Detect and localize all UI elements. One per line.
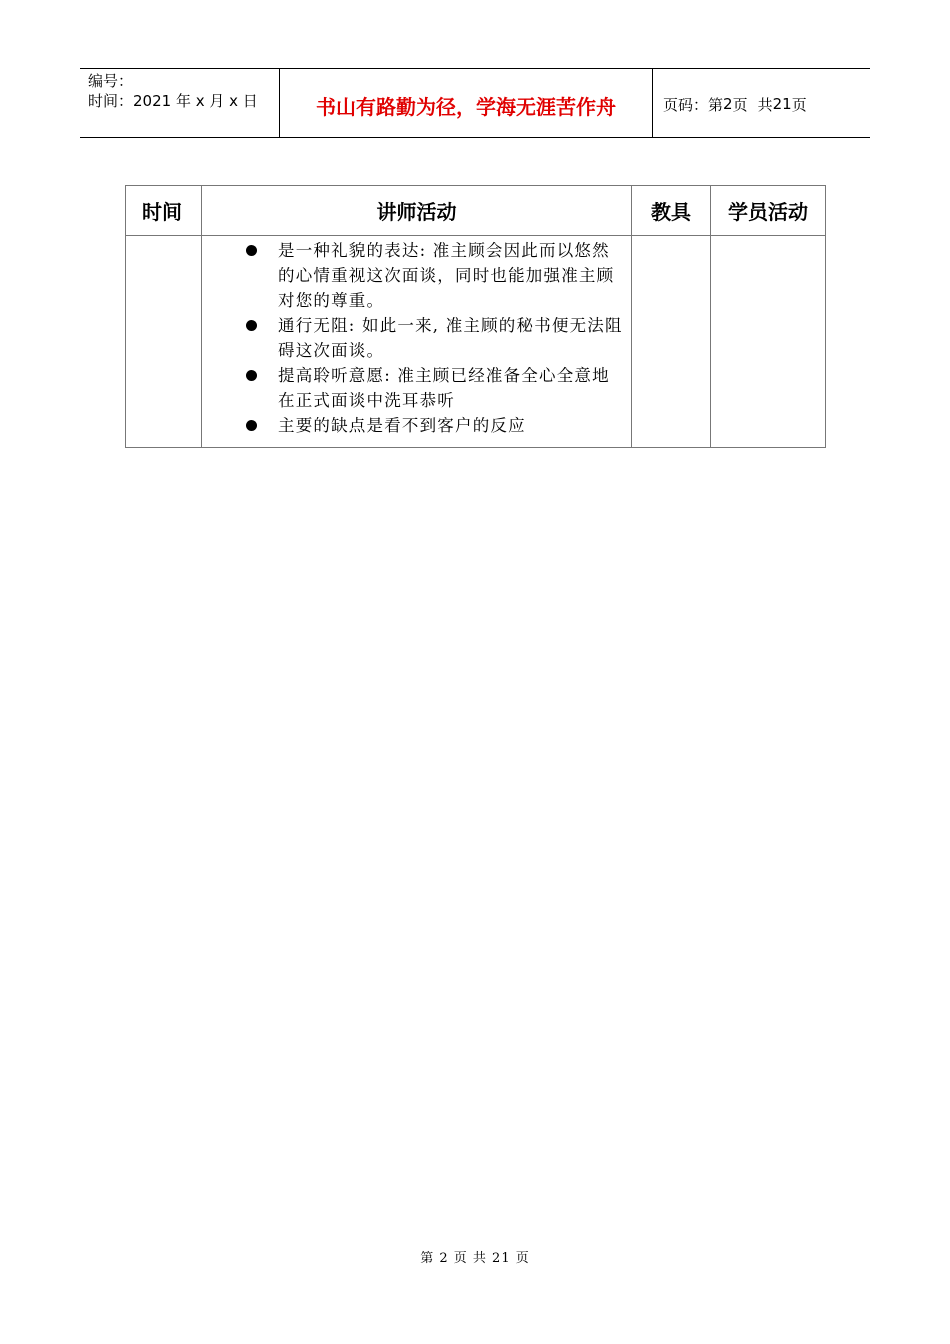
bullet-text: 提高聆听意愿: 准主顾已经准备全心全意地在正式面谈中洗耳恭听 bbox=[278, 366, 610, 410]
bullet-text: 是一种礼貌的表达: 准主顾会因此而以悠然的心情重视这次面谈，同时也能加强准主顾对您的尊重。 bbox=[278, 241, 615, 310]
bullet-text: 通行无阻: 如此一来, 准主顾的秘书便无法阻碍这次面谈。 bbox=[278, 316, 623, 360]
page-label: 页码：第 bbox=[663, 95, 724, 114]
bullet-text: 主要的缺点是看不到客户的反应 bbox=[278, 416, 526, 435]
bullet-icon bbox=[246, 245, 257, 256]
page-current: 2 bbox=[723, 95, 733, 113]
page-header bbox=[80, 68, 870, 138]
bullet-icon bbox=[246, 370, 257, 381]
cell-instructor-activity bbox=[202, 236, 632, 448]
bullet-icon bbox=[246, 320, 257, 331]
date-line: 时间：2021 年 x 月 x 日 bbox=[88, 92, 258, 110]
col-header-teaching-aids: 教具 bbox=[632, 186, 711, 236]
col-header-instructor-activity: 讲师活动 bbox=[202, 186, 632, 236]
page-footer: 第 2 页 共 21 页 bbox=[420, 1251, 530, 1266]
list-item bbox=[246, 313, 623, 363]
lesson-table bbox=[125, 185, 826, 448]
page-total-label: 共 bbox=[757, 95, 773, 114]
page-end: 页 bbox=[791, 95, 807, 114]
list-item bbox=[246, 363, 623, 413]
table-row bbox=[126, 236, 826, 448]
bullet-list bbox=[202, 236, 631, 438]
col-header-time: 时间 bbox=[126, 186, 202, 236]
bullet-icon bbox=[246, 420, 257, 431]
list-item bbox=[246, 413, 623, 438]
page-total: 21 bbox=[772, 95, 792, 113]
header-motto: 书山有路勤为径，学海无涯苦作舟 bbox=[280, 69, 653, 137]
cell-teaching-aids bbox=[632, 236, 711, 448]
cell-time bbox=[126, 236, 202, 448]
table-header-row bbox=[126, 186, 826, 236]
list-item bbox=[246, 238, 623, 313]
number-label: 编号： bbox=[88, 72, 134, 90]
cell-student-activity bbox=[711, 236, 826, 448]
page-mid: 页 bbox=[732, 95, 748, 114]
col-header-student-activity: 学员活动 bbox=[711, 186, 826, 236]
header-meta bbox=[80, 69, 280, 137]
header-page-info bbox=[653, 69, 870, 137]
